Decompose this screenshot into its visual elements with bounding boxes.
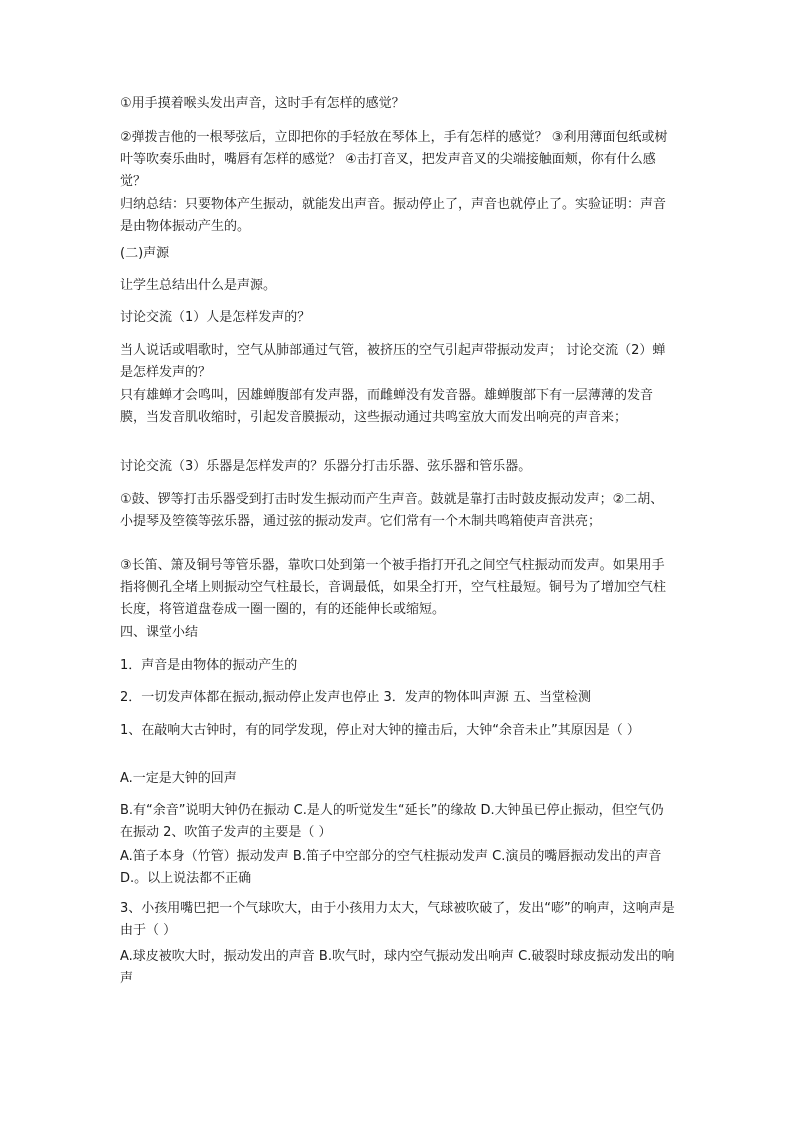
- paragraph-3: 归纳总结：只要物体产生振动，就能发出声音。振动停止了，声音也就停止了。实验证明：声音是由物体振动产生的。: [120, 197, 667, 234]
- paragraph-2: ②弹拨吉他的一根琴弦后，立即把你的手轻放在琴体上，手有怎样的感觉？ ③利用薄面包纸或树叶等吹奏乐曲时，嘴唇有怎样的感觉？ ④击打音叉，把发声音叉的尖端接触面颊，你有什么感觉？: [120, 130, 668, 189]
- paragraph-8: 只有雄蝉才会鸣叫，因雄蝉腹部有发声器，而雌蝉没有发音器。雄蝉腹部下有一层薄薄的发音膜，当发音肌收缩时，引起发音膜振动，这些振动通过共鸣室放大而发出响亮的声音来；: [120, 388, 654, 425]
- question-1: 1、在敲响大古钟时，有的同学发现，停止对大钟的撞击后，大钟“余音未止”其原因是（ ）: [120, 723, 640, 738]
- paragraph-10: ①鼓、锣等打击乐器受到打击时发生振动而产生声音。鼓就是靠打击时鼓皮振动发声；②二胡、小提琴及箜篌等弦乐器，通过弦的振动发声。它们常有一个木制共鸣箱使声音洪亮；: [120, 492, 664, 529]
- question-1-options-bcd: B.有“余音”说明大钟仍在振动 C.是人的听觉发生“延长”的缘故 D.大钟虽已停止振动，但空气仍在振动 2、吹笛子发声的主要是（ ）: [120, 803, 664, 840]
- paragraph-9: 讨论交流（3）乐器是怎样发声的？乐器分打击乐器、弦乐器和管乐器。: [120, 459, 532, 474]
- paragraph-7: 当人说话或唱歌时，空气从肺部通过气管，被挤压的空气引起声带振动发声； 讨论交流（2）蝉是怎样发声的？: [120, 343, 666, 380]
- section-heading-summary: 四、课堂小结: [120, 625, 199, 640]
- summary-item-1: 1．声音是由物体的振动产生的: [120, 658, 298, 673]
- paragraph-5: 让学生总结出什么是声源。: [120, 278, 277, 293]
- paragraph-1: ①用手摸着喉头发出声音，这时手有怎样的感觉？: [120, 96, 405, 111]
- section-heading-sound-source: (二)声源: [120, 246, 170, 261]
- question-3-options: A.球皮被吹大时，振动发出的声音 B.吹气时，球内空气振动发出响声 C.破裂时球皮振动发出的响声: [120, 949, 675, 986]
- question-3: 3、小孩用嘴巴把一个气球吹大，由于小孩用力太大，气球被吹破了，发出“嘭”的响声，这响声是由于（ ）: [120, 901, 675, 938]
- paragraph-11: ③长笛、箫及铜号等管乐器，靠吹口处到第一个被手指打开孔之间空气柱振动而发声。如果用手指将侧孔全堵上则振动空气柱最长，音调最低，如果全打开，空气柱最短。铜号为了增加空气柱长度，将管道盘卷成一圈一圈的，有的还能伸长或缩短。: [120, 558, 667, 617]
- summary-item-2: 2．一切发声体都在振动,振动停止发声也停止 3．发声的物体叫声源 五、当堂检测: [120, 690, 591, 705]
- paragraph-6: 讨论交流（1）人是怎样发声的？: [120, 310, 311, 325]
- question-1-option-a: A.一定是大钟的回声: [120, 771, 237, 786]
- question-2-options: A.笛子本身（竹管）振动发声 B.笛子中空部分的空气柱振动发声 C.演员的嘴唇振动发出的声音 D.。以上说法都不正确: [120, 849, 662, 886]
